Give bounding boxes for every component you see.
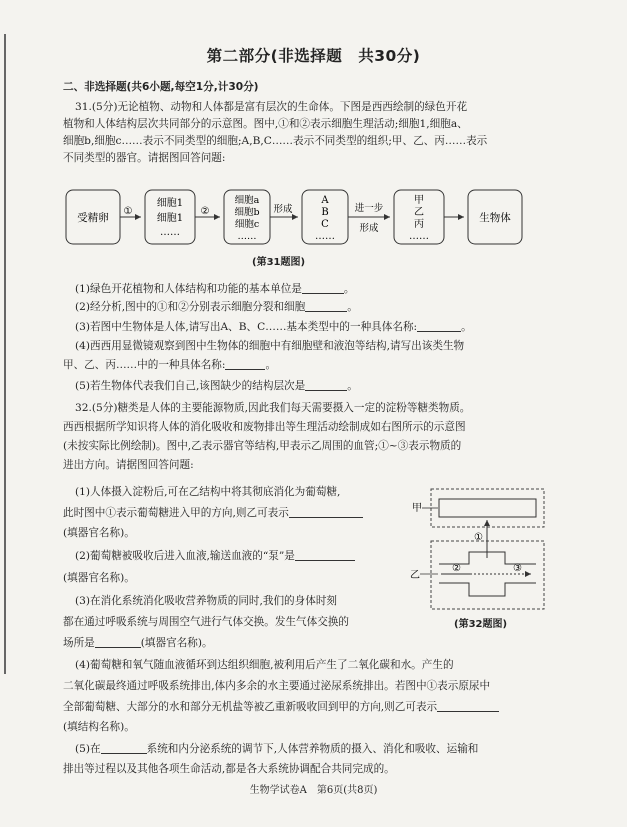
box5-line-3: 丙	[414, 219, 424, 230]
box3-line-4: ……	[237, 231, 257, 242]
step-3-label: 形成	[273, 204, 293, 215]
q32-sub-4-line-3	[63, 701, 499, 714]
q32-sub-4-text: 全部葡萄糖、大部分的水和部分无机盐等被乙重新吸收回到甲的方向,则乙可表示	[63, 701, 438, 713]
box5-line-1: 甲	[414, 195, 424, 206]
box4-line-3: C	[321, 219, 329, 230]
q32-sub-4-line-4: (填结构名称)。	[63, 721, 135, 733]
q31-sub-4-line-1: (4)西西用显微镜观察到图中生物体的细胞中有细胞壁和液泡等结构,请写出该类生物	[75, 340, 465, 352]
q31-sub-1-text: (1)绿色开花植物和人体结构和功能的基本单位是	[75, 283, 302, 295]
marker-1: ①	[474, 532, 483, 543]
q32-sub-3-text: 场所是	[63, 637, 95, 649]
q32-sub-2-text: (2)葡萄糖被吸收后进入血液,输送血液的“泵”是	[75, 550, 295, 562]
q32-stem-line-2: 西西根据所学知识将人体的消化吸收和废物排出等生理活动绘制成如右图所示的示意图	[63, 421, 466, 433]
box3-line-3: 细胞c	[234, 219, 260, 230]
q31-sub-1: (1)绿色开花植物和人体结构和功能的基本单位是 。	[75, 283, 355, 295]
box2-line-3: ……	[160, 227, 180, 238]
box4-line-2: B	[321, 207, 329, 218]
q32-sub-5-text-b: 系统和内分泌系统的调节下,人体营养物质的摄入、消化和吸收、运输和	[146, 743, 479, 755]
q32-sub-3-line-1: (3)在消化系统消化吸收营养物质的同时,我们的身体时刻	[75, 595, 338, 607]
q31-stem-line-4: 不同类型的器官。请据图回答问题:	[63, 152, 226, 164]
organism-label: 生物体	[479, 212, 511, 224]
q32-stem-line-3: (未按实际比例绘制)。图中,乙表示器官等结构,甲表示乙周围的血管;①~③表示物质的	[63, 440, 462, 452]
box2-line-1: 细胞1	[156, 198, 184, 209]
q31-stem-line-2: 植物和人体结构层次共同部分的示意图。图中,①和②表示细胞生理活动;细胞1,细胞a、	[63, 118, 468, 130]
part-title: 第二部分(非选择题 共30分)	[206, 47, 421, 65]
q31-stem-line-3: 细胞b,细胞c……表示不同类型的细胞;A,B,C……表示不同类型的组织;甲、乙、丙……表示	[63, 135, 488, 147]
zygote-label: 受精卵	[77, 212, 109, 224]
q31-stem-line-1: 31.(5分)无论植物、动物和人体都是富有层次的生命体。下图是西西绘制的绿色开花	[75, 101, 468, 113]
q32-sub-5-line-1	[75, 743, 478, 756]
q31-sub-2: (2)经分析,图中的①和②分别表示细胞分裂和细胞 。	[75, 301, 358, 313]
box4-line-4: ……	[315, 231, 335, 242]
box3-line-1: 细胞a	[234, 195, 260, 206]
q31-sub-4-line-2: 甲、乙、丙……中的一种具体名称: 。	[63, 359, 277, 371]
box4-line-1: A	[321, 195, 329, 206]
q31-sub-3: (3)若图中生物体是人体,请写出A、B、C……基本类型中的一种具体名称: 。	[75, 321, 472, 333]
q31-caption: (第31题图)	[252, 257, 306, 268]
marker-3: ③	[513, 563, 522, 574]
box2-line-2: 细胞1	[156, 213, 184, 224]
q32-sub-1-line-3: (填器官名称)。	[63, 527, 135, 539]
label-yi: 乙	[410, 570, 420, 581]
step-4-label-bottom: 形成	[359, 223, 379, 234]
q31-sub-4-text: 甲、乙、丙……中的一种具体名称:	[63, 359, 226, 371]
q32-sub-2-line-2: (填器官名称)。	[63, 572, 135, 584]
q31-sub-5: (5)若生物体代表我们自己,该图缺少的结构层次是 。	[75, 380, 358, 392]
q32-sub-1-line-1: (1)人体摄入淀粉后,可在乙结构中将其彻底消化为葡萄糖,	[75, 486, 341, 498]
answer-blank	[437, 701, 499, 712]
box5-line-2: 乙	[414, 207, 424, 218]
q32-sub-1-text: 此时图中①表示葡萄糖进入甲的方向,则乙可表示	[63, 507, 289, 519]
q32-stem-line-4: 进出方向。请据图回答问题:	[63, 459, 194, 471]
step-4-label-top: 进一步	[354, 203, 384, 214]
q32-stem-line-1: 32.(5分)糖类是人体的主要能源物质,因此我们每天需要摄入一定的淀粉等糖类物质。	[75, 402, 471, 414]
vessel-jia-channel	[439, 499, 536, 517]
answer-blank	[101, 743, 147, 754]
q31-sub-2-text: (2)经分析,图中的①和②分别表示细胞分裂和细胞	[75, 301, 306, 313]
section-heading: 二、非选择题(共6小题,每空1分,计30分)	[63, 81, 259, 93]
q32-sub-5-text-a: (5)在	[75, 743, 101, 755]
label-jia: 甲	[412, 503, 422, 514]
q31-sub-3-text: (3)若图中生物体是人体,请写出A、B、C……基本类型中的一种具体名称:	[75, 321, 418, 333]
q32-sub-5-line-2: 排出等过程以及其他各项生命活动,都是各大系统协调配合共同完成的。	[63, 763, 395, 775]
q32-sub-4-line-2: 二氧化碳最终通过呼吸系统排出,体内多余的水主要通过泌尿系统排出。若图中①表示原尿中	[63, 680, 491, 692]
q32-sub-3-line-2: 都在通过呼吸系统与周围空气进行气体交换。发生气体交换的	[63, 616, 350, 628]
q32-caption: (第32题图)	[454, 619, 508, 630]
page-footer: 生物学试卷A 第6页(共8页)	[249, 785, 378, 796]
marker-2: ②	[452, 563, 461, 574]
box3-line-2: 细胞b	[234, 207, 260, 218]
step-1-label: ①	[123, 206, 133, 217]
box5-line-4: ……	[409, 231, 429, 242]
q31-sub-5-text: (5)若生物体代表我们自己,该图缺少的结构层次是	[75, 380, 306, 392]
step-2-label: ②	[200, 206, 210, 217]
q32-sub-3-tail: (填器官名称)。	[140, 637, 213, 649]
q32-sub-4-line-1: (4)葡萄糖和氧气随血液循环到达组织细胞,被利用后产生了二氧化碳和水。产生的	[75, 659, 454, 671]
